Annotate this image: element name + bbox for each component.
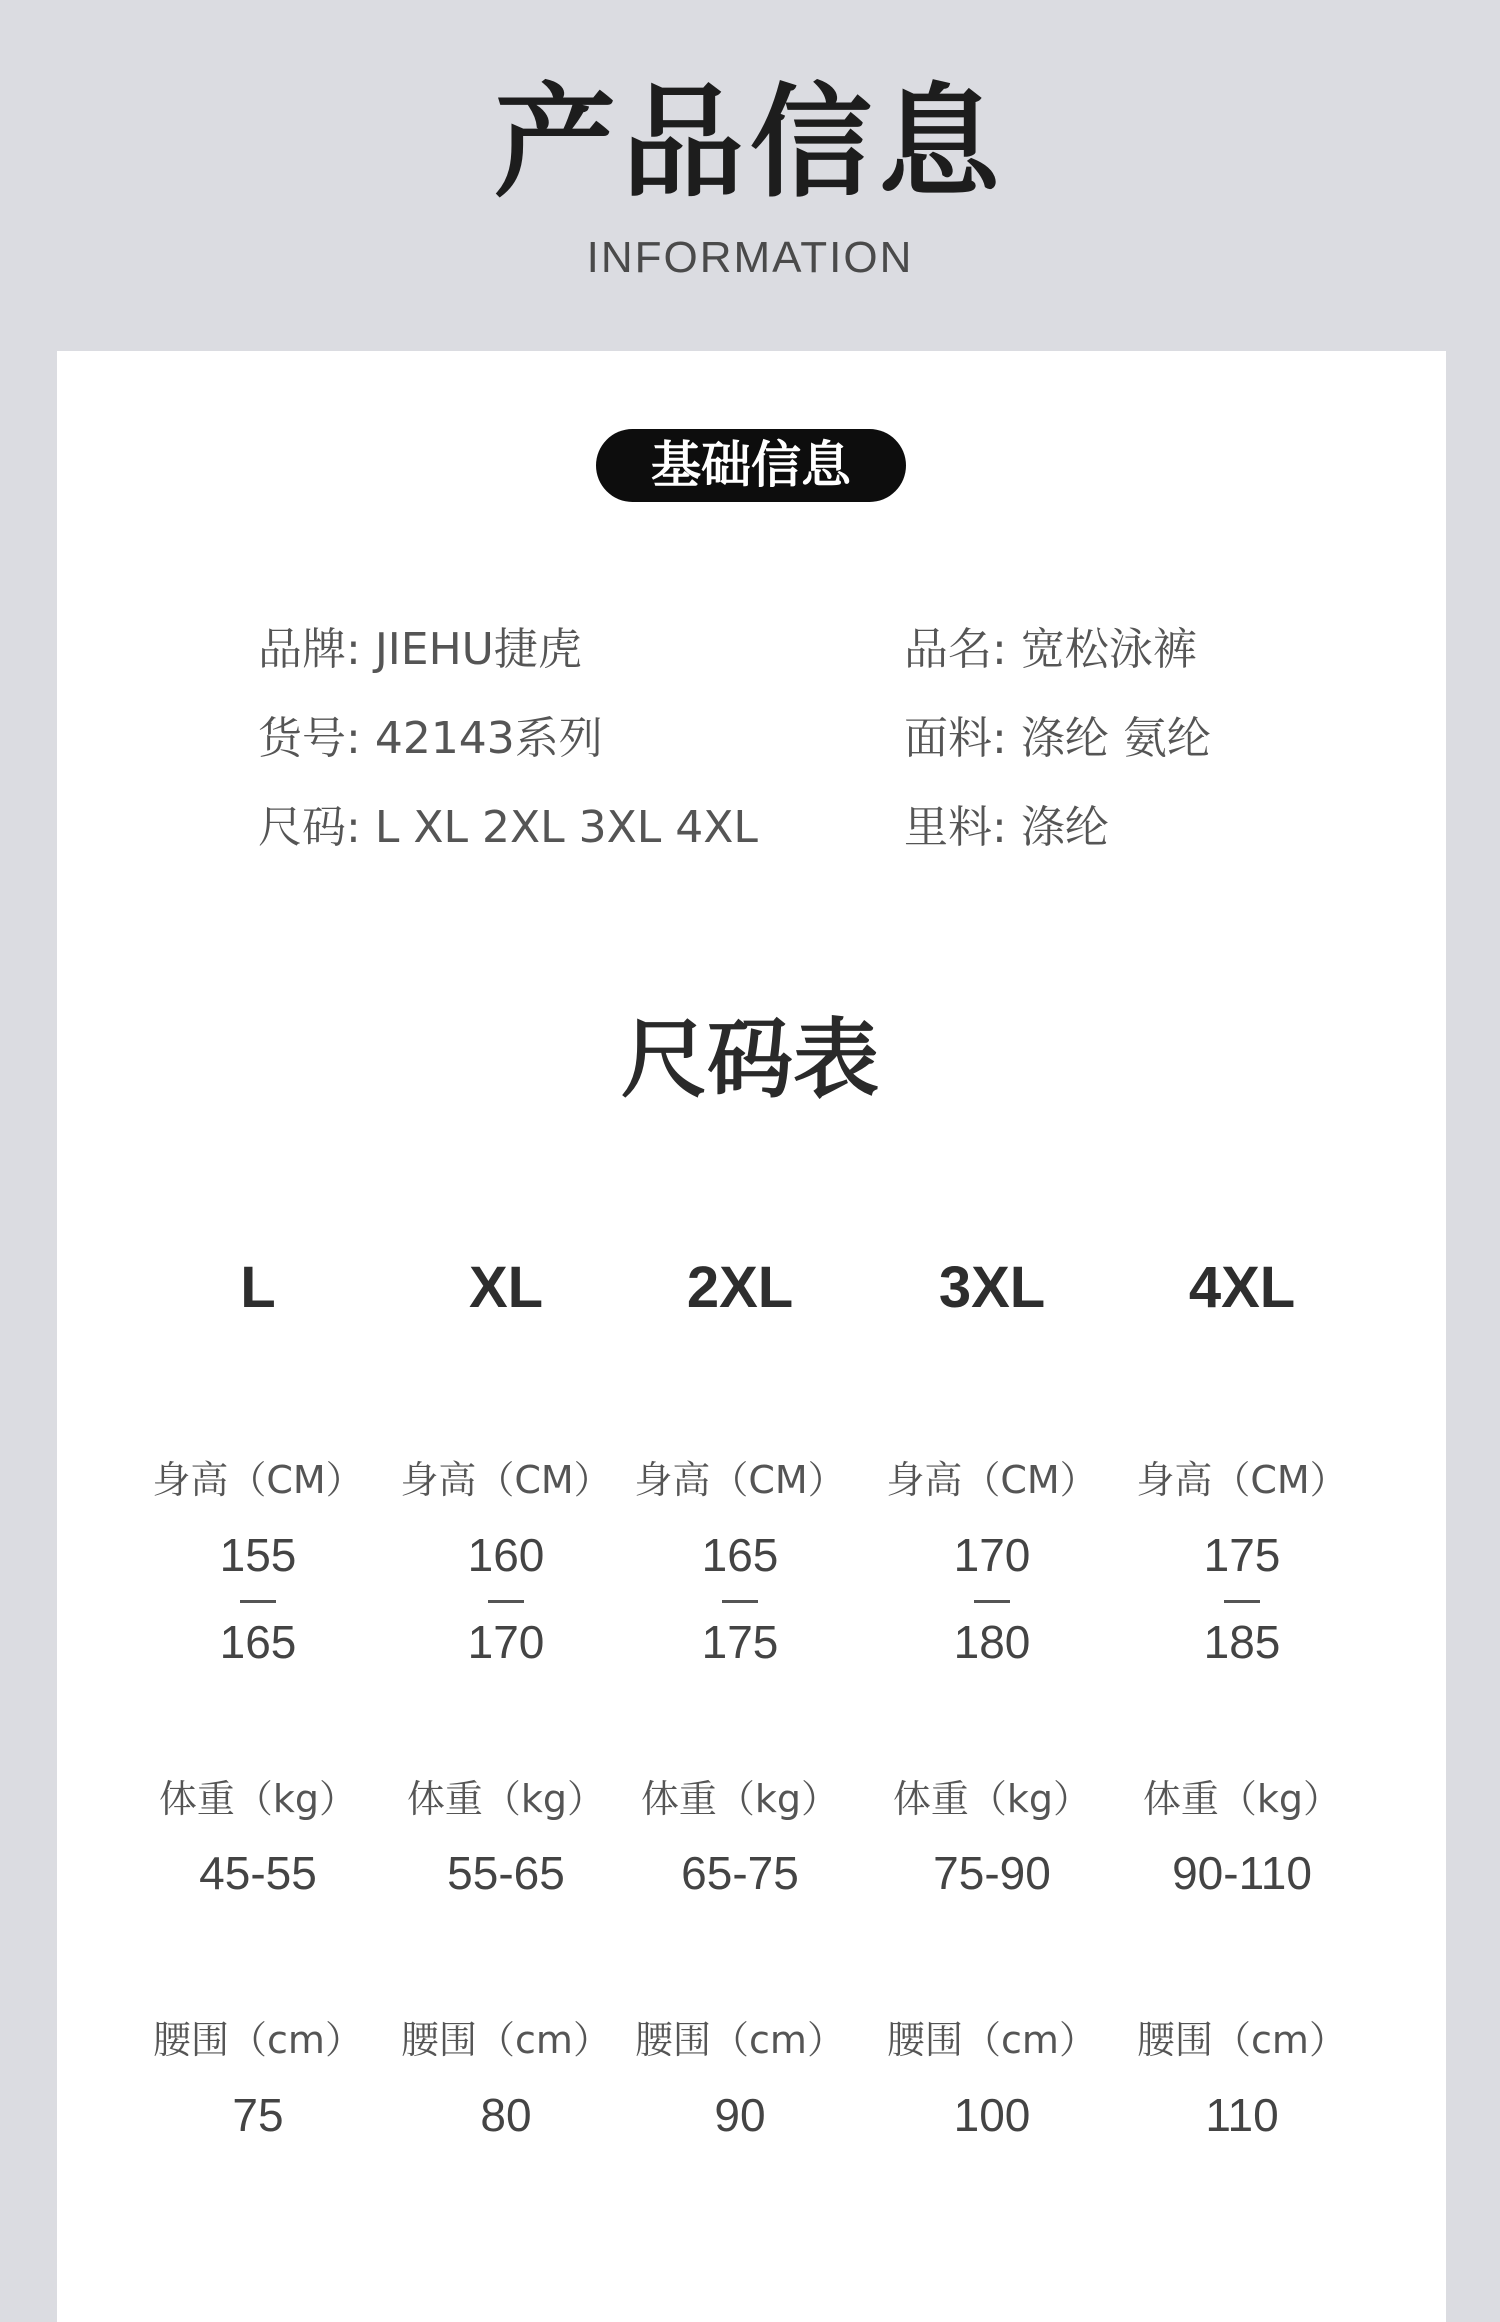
waist-value: 100	[953, 2089, 1031, 2141]
height-label: 身高（CM）	[152, 1458, 364, 1502]
height-max-value: 175	[701, 1616, 779, 1668]
height-label: 身高（CM）	[886, 1458, 1098, 1502]
weight-value: 65-75	[681, 1847, 799, 1899]
weight-label: 体重（kg）	[158, 1777, 358, 1821]
info-row-brand	[258, 620, 582, 680]
weight-label: 体重（kg）	[406, 1777, 606, 1821]
info-row-sizes	[258, 798, 758, 858]
size-header: 2XL	[686, 1255, 794, 1320]
waist-label: 腰围（cm）	[401, 2018, 611, 2062]
height-min-value: 165	[701, 1529, 779, 1581]
waist-value: 75	[232, 2089, 284, 2141]
info-value: 涤纶	[1020, 802, 1109, 853]
info-label: 尺码:	[258, 802, 361, 853]
weight-value: 75-90	[933, 1847, 1051, 1899]
height-label: 身高（CM）	[1136, 1458, 1348, 1502]
info-value: 涤纶 氨纶	[1020, 713, 1211, 764]
info-label: 品名:	[904, 624, 1007, 675]
size-chart-title: 尺码表	[621, 1010, 879, 1110]
weight-value: 90-110	[1172, 1847, 1312, 1899]
size-header: 3XL	[938, 1255, 1046, 1320]
info-label: 品牌:	[258, 624, 361, 675]
waist-label: 腰围（cm）	[153, 2018, 363, 2062]
basic-info-badge: 基础信息	[596, 429, 906, 502]
range-dash	[974, 1600, 1010, 1603]
page-subtitle: INFORMATION	[586, 233, 914, 282]
waist-value: 80	[480, 2089, 532, 2141]
height-min-value: 155	[219, 1529, 297, 1581]
info-row-lining	[904, 798, 1109, 858]
waist-label: 腰围（cm）	[887, 2018, 1097, 2062]
weight-label: 体重（kg）	[1142, 1777, 1342, 1821]
weight-value: 55-65	[447, 1847, 565, 1899]
range-dash	[240, 1600, 276, 1603]
weight-label: 体重（kg）	[892, 1777, 1092, 1821]
size-header: L	[240, 1255, 276, 1320]
height-max-value: 165	[219, 1616, 297, 1668]
height-label: 身高（CM）	[400, 1458, 612, 1502]
height-min-value: 175	[1203, 1529, 1281, 1581]
page-title: 产品信息	[494, 72, 1006, 214]
info-value: JIEHU捷虎	[374, 624, 582, 675]
info-value: 宽松泳裤	[1020, 624, 1197, 675]
waist-label: 腰围（cm）	[635, 2018, 845, 2062]
info-label: 里料:	[904, 802, 1007, 853]
waist-value: 110	[1205, 2089, 1279, 2141]
size-header: XL	[468, 1255, 544, 1320]
info-value: L XL 2XL 3XL 4XL	[374, 802, 758, 853]
height-max-value: 170	[467, 1616, 545, 1668]
range-dash	[488, 1600, 524, 1603]
height-min-value: 160	[467, 1529, 545, 1581]
height-label: 身高（CM）	[634, 1458, 846, 1502]
info-value: 42143系列	[374, 713, 603, 764]
weight-value: 45-55	[199, 1847, 317, 1899]
range-dash	[1224, 1600, 1260, 1603]
height-max-value: 180	[953, 1616, 1031, 1668]
info-row-fabric	[904, 709, 1211, 769]
range-dash	[722, 1600, 758, 1603]
waist-value: 90	[714, 2089, 766, 2141]
height-max-value: 185	[1203, 1616, 1281, 1668]
height-min-value: 170	[953, 1529, 1031, 1581]
waist-label: 腰围（cm）	[1137, 2018, 1347, 2062]
info-label: 货号:	[258, 713, 361, 764]
info-row-product-name	[904, 620, 1197, 680]
info-label: 面料:	[904, 713, 1007, 764]
info-row-item-number	[258, 709, 603, 769]
size-header: 4XL	[1188, 1255, 1296, 1320]
weight-label: 体重（kg）	[640, 1777, 840, 1821]
